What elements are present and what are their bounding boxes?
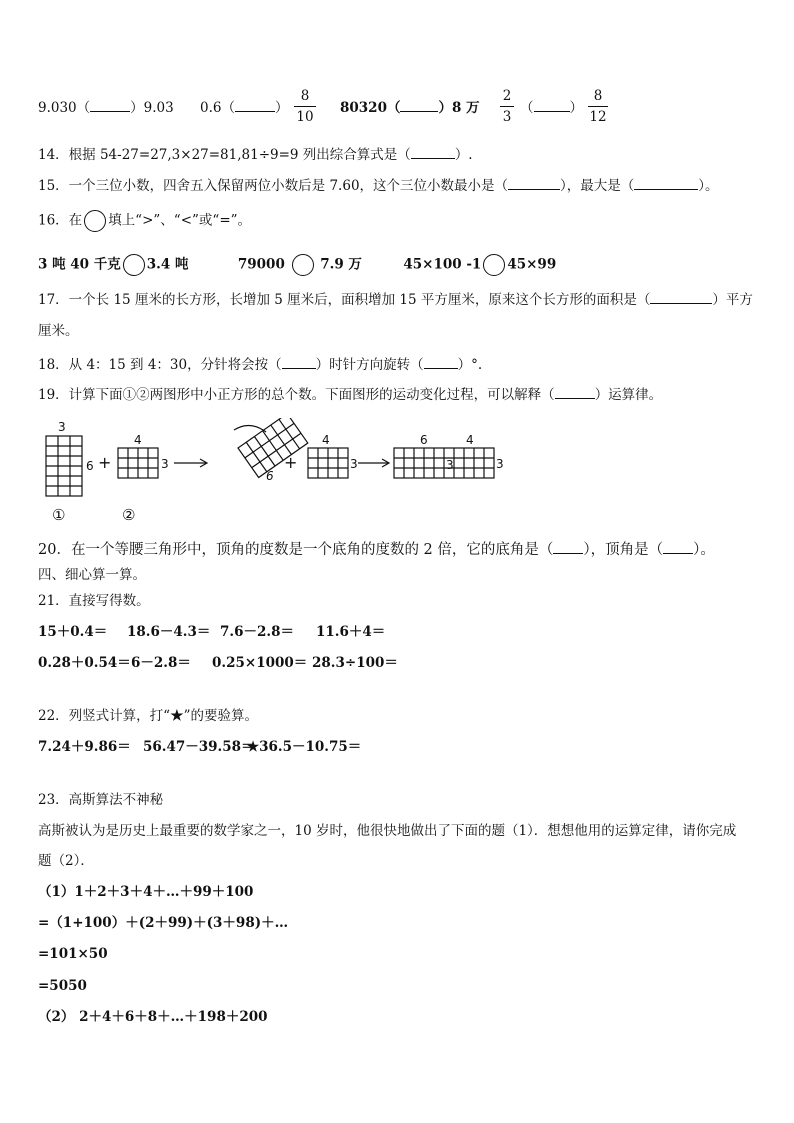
label-3: 3 — [446, 458, 454, 472]
q21-item: 0.28＋0.54＝ — [38, 655, 131, 671]
question-17-cont: 厘米。 — [38, 323, 79, 339]
q21-item: 6－2.8＝ — [131, 655, 191, 671]
label-3: 3 — [58, 420, 66, 434]
rotation-arrow-icon — [234, 425, 266, 432]
answer-circle[interactable] — [292, 254, 314, 276]
answer-blank[interactable] — [534, 98, 570, 112]
fraction-2-3: 2 3 — [500, 88, 514, 125]
question-16: 16．在 填上“>”、“<”或“=”。 — [38, 210, 251, 232]
q21-item: 0.25×1000＝ — [212, 655, 308, 671]
answer-blank[interactable] — [400, 98, 438, 112]
square-grid-figure — [38, 418, 508, 528]
label-6: 6 — [420, 433, 428, 447]
answer-blank[interactable] — [90, 98, 130, 112]
plus-sign: + — [98, 453, 112, 472]
question-18: 18．从 4：15 到 4：30，分针将会按（ ）时针方向旋转（ ）°. — [38, 357, 483, 373]
label-3: 3 — [496, 457, 504, 471]
answer-blank[interactable] — [650, 290, 712, 304]
answer-blank[interactable] — [508, 176, 560, 190]
label-3: 3 — [350, 457, 358, 471]
label-6: 6 — [86, 459, 94, 473]
q23-line: =5050 — [38, 978, 87, 994]
circle-icon — [84, 210, 106, 232]
q21-item: 11.6＋4＝ — [316, 624, 386, 640]
answer-circle[interactable] — [483, 254, 505, 276]
compare-item-4: （ ） — [520, 100, 583, 116]
q21-item: 7.6－2.8＝ — [220, 624, 294, 640]
fraction-8-12: 8 12 — [589, 88, 607, 125]
q22-item: 7.24＋9.86＝ — [38, 739, 131, 755]
answer-blank[interactable] — [634, 176, 698, 190]
q23-line: =101×50 — [38, 946, 108, 962]
question-19: 19．计算下面①②两图形中小正方形的总个数。下面图形的运动变化过程，可以解释（ ）运算律。 — [38, 387, 663, 403]
question-21-title: 21．直接写得数。 — [38, 593, 150, 609]
figure-label-2: ② — [122, 506, 136, 524]
figure-label-1: ① — [52, 506, 66, 524]
section-heading-4: 四、细心算一算。 — [38, 567, 146, 583]
label-6-rotated: 6 — [266, 469, 274, 483]
question-20: 20．在一个等腰三角形中，顶角的度数是一个底角的度数的 2 倍，它的底角是（ ），顶角是（ ）。 — [38, 542, 715, 558]
combined-grid-figure — [394, 448, 494, 478]
grid-figure-2 — [118, 448, 158, 478]
q23-line: （2） 2＋4＋6＋8＋…＋198＋200 — [38, 1009, 268, 1025]
compare-item-3: 80320（ ）8 万 — [340, 100, 480, 116]
answer-blank[interactable] — [555, 385, 595, 399]
compare-row-16: 3 吨 40 千克 3.4 吨 79000 7.9 万 45×100 -1 45×99 — [38, 254, 556, 276]
answer-blank[interactable] — [553, 540, 583, 554]
compare-item-1: 9.030（ ）9.03 — [38, 100, 174, 116]
fraction-8-10: 8 10 — [294, 88, 316, 125]
label-4: 4 — [466, 433, 474, 447]
q23-paragraph-cont: 题（2）． — [38, 853, 94, 869]
question-14: 14．根据 54-27=27,3×27=81,81÷9=9 列出综合算式是（ ）. — [38, 147, 473, 163]
question-23-title: 23．高斯算法不神秘 — [38, 792, 164, 808]
compare-item-2: 0.6（ ） — [200, 100, 289, 116]
q21-item: 18.6－4.3＝ — [127, 624, 211, 640]
answer-circle[interactable] — [123, 254, 145, 276]
q23-paragraph: 高斯被认为是历史上最重要的数学家之一，10 岁时，他很快地做出了下面的题（1）．想想他用的运算定律，请你完成 — [38, 823, 737, 839]
grid-figure-3 — [308, 448, 348, 478]
answer-blank[interactable] — [282, 355, 316, 369]
plus-sign: + — [284, 453, 298, 472]
question-15: 15．一个三位小数，四舍五入保留两位小数后是 7.60，这个三位小数最小是（ ），最大是（ ）。 — [38, 178, 719, 194]
answer-blank[interactable] — [411, 145, 455, 159]
q21-item: 28.3÷100＝ — [312, 655, 398, 671]
label-3: 3 — [161, 457, 169, 471]
q23-line: （1）1＋2＋3＋4＋…＋99＋100 — [38, 884, 254, 900]
label-4: 4 — [322, 433, 330, 447]
grid-figure-1 — [46, 436, 82, 496]
q23-line: =（1+100）＋(2＋99)＋(3＋98)＋… — [38, 915, 289, 931]
answer-blank[interactable] — [424, 355, 458, 369]
question-22-title: 22．列竖式计算，打“★”的要验算。 — [38, 708, 258, 724]
question-17: 17．一个长 15 厘米的长方形，长增加 5 厘米后，面积增加 15 平方厘米，原来这个长方形的面积是（ ）平方 — [38, 292, 753, 308]
label-4: 4 — [134, 433, 142, 447]
answer-blank[interactable] — [235, 98, 275, 112]
answer-blank[interactable] — [663, 540, 693, 554]
q22-item: ★36.5－10.75＝ — [247, 739, 362, 755]
q21-item: 15＋0.4＝ — [38, 624, 108, 640]
q22-item: 56.47－39.58＝ — [143, 739, 255, 755]
